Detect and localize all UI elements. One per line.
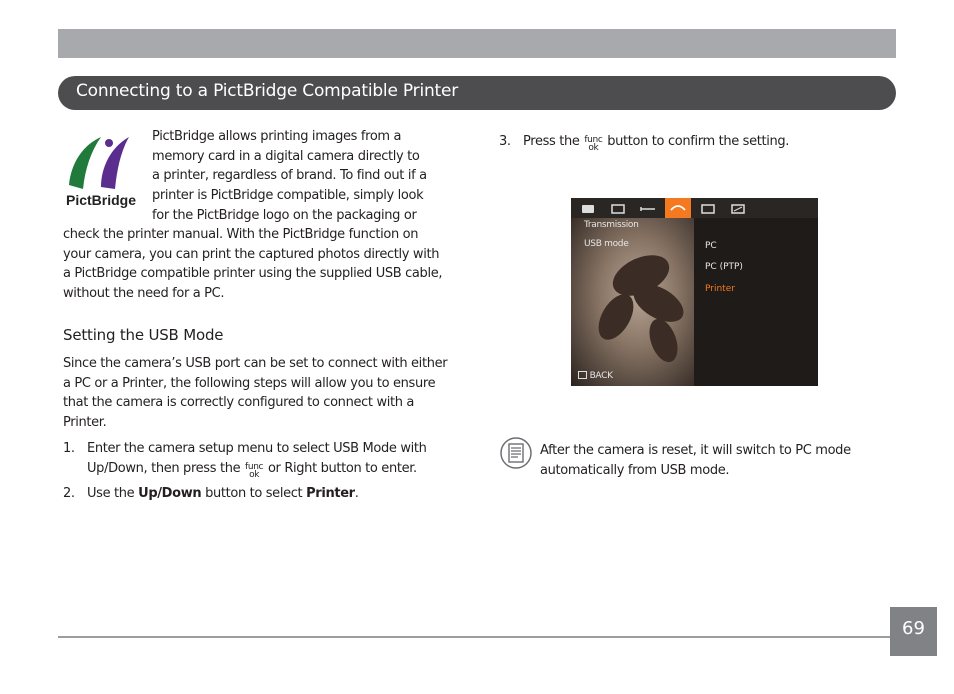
lcd-option-pc-ptp[interactable]: PC (PTP)	[705, 262, 743, 272]
step-3: 3. Press the func ok button to confirm the setting.	[499, 134, 790, 153]
page-number-box	[890, 607, 937, 656]
section-title: Connecting to a PictBridge Compatible Printer	[76, 81, 459, 101]
camera-icon	[575, 201, 601, 215]
pictbridge-logo	[63, 129, 139, 211]
lcd-option-pc[interactable]: PC	[705, 241, 717, 251]
usb-mode-heading: Setting the USB Mode	[63, 326, 224, 344]
top-decorative-bar	[58, 29, 896, 58]
page-number: 69	[902, 618, 925, 639]
lcd-menu-tabs	[571, 198, 818, 218]
func-ok-icon: func ok	[245, 461, 264, 480]
video-icon	[605, 201, 631, 215]
usb-mode-paragraph: Since the camera’s USB port can be set to connect with either a PC or a Printer, the following steps will allow you to ensure that the camera is correctly configured to connect with a Printer.	[63, 356, 448, 431]
footer-divider	[58, 636, 890, 638]
intro-paragraph-bottom: check the printer manual. With the PictBridge function on your camera, you can print the captured photos directly with a PictBridge compatible printer using the supplied USB cable, without the need for a PC.	[63, 227, 443, 302]
step-1: 1. Enter the camera setup menu to select USB Mode with Up/Down, then press the func ok or Right button to enter.	[63, 441, 427, 480]
camera-lcd-screenshot	[571, 198, 818, 386]
battery-icon	[725, 201, 751, 215]
wrench-icon	[635, 201, 661, 215]
intro-paragraph-top: PictBridge allows printing images from a memory card in a digital camera directly to a printer, regardless of brand. To find out if a printer is PictBridge compatible, simply look for the PictBridge logo on the packaging or	[152, 129, 427, 223]
note-text: After the camera is reset, it will switch to PC mode automatically from USB mode.	[540, 443, 851, 478]
section-header	[58, 76, 896, 110]
lcd-back-hint: BACK	[578, 371, 613, 381]
pictbridge-logo-mark	[63, 129, 139, 211]
lcd-header: Transmission	[584, 220, 639, 230]
back-icon	[578, 371, 587, 379]
note-icon	[500, 437, 532, 469]
step-2: 2. Use the Up/Down button to select Printer.	[63, 486, 359, 501]
card-icon	[695, 201, 721, 215]
transmission-icon	[665, 198, 691, 218]
lcd-option-printer[interactable]: Printer	[705, 284, 735, 294]
func-ok-icon: func ok	[584, 135, 603, 153]
lcd-menu-label: USB mode	[584, 239, 629, 249]
logo-wordmark: PictBridge	[65, 192, 137, 208]
